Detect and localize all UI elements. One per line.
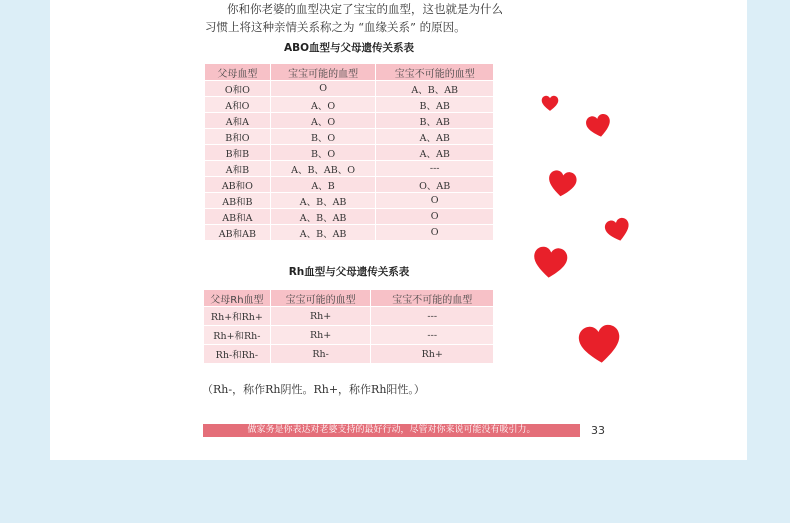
rh-header-cell: 宝宝可能的血型 <box>270 290 371 307</box>
table-row <box>205 209 494 225</box>
table-cell: B、O <box>270 145 376 161</box>
table-cell: B和B <box>205 145 271 161</box>
table-cell: Rh+和Rh+ <box>204 307 271 326</box>
table-cell: Rh-和Rh- <box>204 345 271 364</box>
table-cell: B和O <box>205 129 271 145</box>
table-cell: --- <box>376 161 494 177</box>
rh-note: （Rh-，称作Rh阴性。Rh+，称作Rh阳性。） <box>202 383 425 396</box>
abo-table-header <box>205 64 494 81</box>
abo-table-body <box>205 81 494 241</box>
table-cell: A、O <box>270 97 376 113</box>
page-number: 33 <box>591 424 605 437</box>
abo-header-cell: 父母血型 <box>205 64 271 81</box>
table-cell: Rh+ <box>270 326 371 345</box>
table-row <box>204 345 494 364</box>
table-cell: Rh+和Rh- <box>204 326 271 345</box>
table-cell: B、AB <box>376 113 494 129</box>
table-cell: Rh- <box>270 345 371 364</box>
table-cell: B、AB <box>376 97 494 113</box>
table-cell: O、AB <box>376 177 494 193</box>
table-cell: A、AB <box>376 129 494 145</box>
table-row <box>205 113 494 129</box>
table-row <box>205 225 494 241</box>
table-cell: AB和B <box>205 193 271 209</box>
abo-header-cell: 宝宝可能的血型 <box>270 64 376 81</box>
abo-table-title: ABO血型与父母遗传关系表 <box>283 42 415 54</box>
abo-header-cell: 宝宝不可能的血型 <box>376 64 494 81</box>
table-cell: Rh+ <box>270 307 371 326</box>
rh-table-title: Rh血型与父母遗传关系表 <box>288 266 410 278</box>
table-row <box>205 177 494 193</box>
table-cell: B、O <box>270 129 376 145</box>
rh-header-cell: 父母Rh血型 <box>204 290 271 307</box>
table-cell: A、B、AB、O <box>270 161 376 177</box>
table-row <box>205 129 494 145</box>
heart-icon <box>584 112 615 143</box>
table-cell: --- <box>371 307 494 326</box>
abo-table <box>204 63 494 241</box>
table-row <box>205 145 494 161</box>
table-cell: O <box>376 193 494 209</box>
intro-line-2: 习惯上将这种亲情关系称之为 “血缘关系” 的原因。 <box>205 20 466 34</box>
table-row <box>204 307 494 326</box>
intro-paragraph <box>205 0 605 36</box>
rh-table-body <box>204 307 494 364</box>
table-cell: A、B、AB <box>270 193 376 209</box>
table-cell: A、B <box>270 177 376 193</box>
table-cell: A和A <box>205 113 271 129</box>
table-cell: AB和O <box>205 177 271 193</box>
heart-icon <box>530 244 570 284</box>
heart-icon <box>576 322 624 370</box>
table-cell: O和O <box>205 81 271 97</box>
table-cell: O <box>376 225 494 241</box>
heart-icon <box>545 168 579 202</box>
book-page <box>50 0 747 460</box>
table-cell: A、B、AB <box>270 225 376 241</box>
heart-icon <box>541 95 559 113</box>
rh-header-cell: 宝宝不可能的血型 <box>371 290 494 307</box>
intro-line-1: 你和你老婆的血型决定了宝宝的血型，这也就是为什么 <box>227 2 503 16</box>
table-cell: --- <box>371 326 494 345</box>
table-cell: Rh+ <box>371 345 494 364</box>
table-row <box>205 193 494 209</box>
rh-table <box>203 289 494 364</box>
table-cell: A和B <box>205 161 271 177</box>
table-cell: O <box>376 209 494 225</box>
table-row <box>205 81 494 97</box>
table-cell: A和O <box>205 97 271 113</box>
rh-table-header <box>204 290 494 307</box>
table-cell: A、AB <box>376 145 494 161</box>
table-row <box>205 97 494 113</box>
footer-tip-bar: 做家务是你表达对老婆支持的最好行动，尽管对你来说可能没有吸引力。 <box>203 424 580 437</box>
table-cell: A、B、AB <box>376 81 494 97</box>
table-cell: O <box>270 81 376 97</box>
table-cell: A、O <box>270 113 376 129</box>
table-cell: AB和A <box>205 209 271 225</box>
table-row <box>205 161 494 177</box>
table-cell: AB和AB <box>205 225 271 241</box>
table-cell: A、B、AB <box>270 209 376 225</box>
table-row <box>204 326 494 345</box>
